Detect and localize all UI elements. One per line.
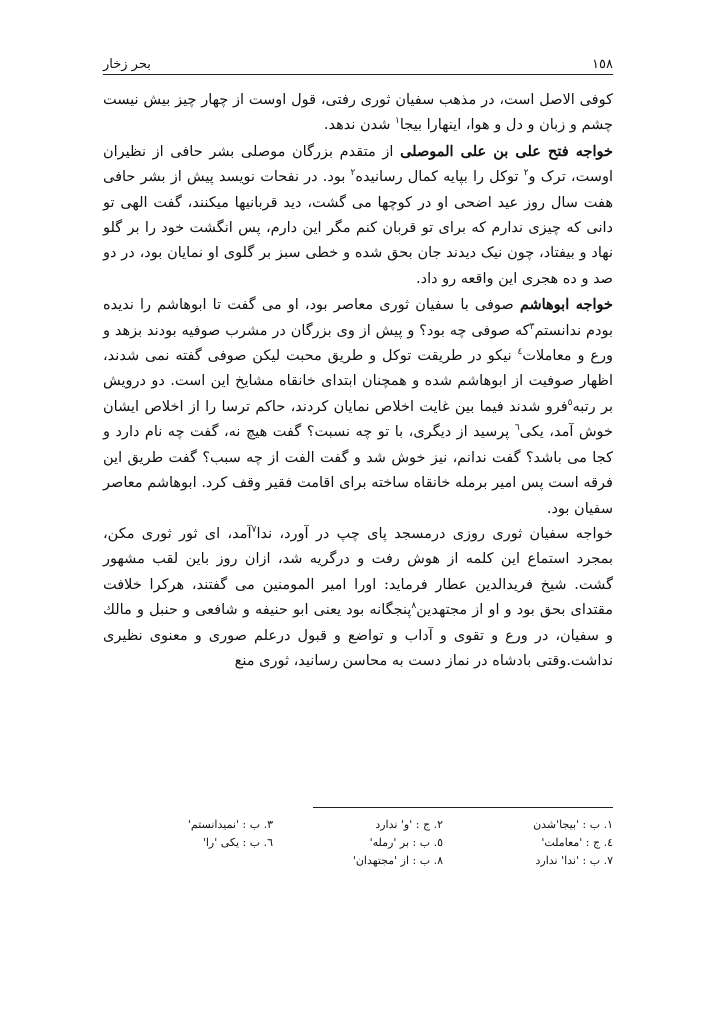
- text-run: توکل را بپایه کمال رسانیده: [355, 169, 524, 186]
- footnote-ref: ٤: [517, 347, 523, 358]
- text-run: پنجگانه بود یعنی ابو حنیفه و شافعی و حنبل و مالك و سفیان، در ورع و تقوی و آداب و تواضع و قبول درعلم صوری و معنوی نظیری نداشت.وقتی بادشاه در نماز دست به محاسن رسانید، ثوری منع: [103, 602, 613, 669]
- footnote-8: ٨. ب : از 'مجتهدان': [352, 854, 443, 867]
- running-title: بحر زخار: [103, 57, 151, 72]
- footnote-ref: ٢: [523, 168, 529, 179]
- text-run: نیست چشم و زبان و دل و هوا، اینهارا بیجا: [103, 92, 613, 134]
- text-run: از متقدم بزرگان موصلی بشر حافی از نظیران اوست، ترک و: [103, 143, 613, 186]
- paragraph-2: [103, 139, 613, 292]
- text-run: صوفی با سفیان ثوری معاصر بود، او می گفت تا ابوهاشم را ندیده بودم ندانستم: [103, 297, 613, 339]
- entry-heading: خواجه فتح علی بن علی الموصلی: [400, 142, 614, 160]
- footnote-row: [103, 852, 613, 870]
- paragraph-1: [103, 88, 613, 139]
- footnote-6: ٦. ب : یکی 'را': [202, 836, 273, 849]
- footnote-ref: ١: [395, 116, 400, 127]
- text-run: کوفی الاصل است، در مذهب سفیان ثوری رفتی، قول اوست از چهار چیز بیش: [143, 92, 614, 108]
- footnote-7: ٧. ب : 'ندا' ندارد: [535, 854, 613, 867]
- paragraph-3: [103, 292, 613, 522]
- footnote-ref: ٣: [529, 321, 535, 332]
- body-text: [103, 88, 613, 674]
- text-run: پرسید از دیگری، با تو چه نسبت؟ گفت هیچ نه، گفت چه نام دارد و کجا می باشد؟ گفت ندانم، نیز خوش شد و گفت الفت از چه سبب؟ گفت طریق این فرقه است پس امیر برمله خانقاه ساخته برای اقامت فقیر وقف کرد. ابوهاشم معاصر سفیان بود.: [103, 424, 613, 517]
- page-number: ١٥٨: [592, 57, 613, 72]
- header-divider: [103, 74, 613, 75]
- footnote-divider: [313, 807, 613, 808]
- footnote-ref: ٢: [350, 168, 356, 179]
- footnote-row: [103, 834, 613, 852]
- text-run: خواجه سفیان ثوری روزی درمسجد پای چپ در آورد، ندا: [256, 525, 613, 542]
- text-run: فرو شدند فیما بین غایت اخلاص نمایان کردند، حاکم ترسا را از اخلاص ایشان خوش آمد، یکی: [103, 398, 613, 441]
- footnote-3: ٣. ب : 'نمیدانستم': [187, 818, 273, 831]
- text-run: نیکو در طریقت توکل و طریق محبت لیکن صوفی گفته نمی شدند، اظهار صوفیت از ابوهاشم شده و همچنان ابتدای خانقاه مشایخ این است. دو درویش بر رتبه: [103, 348, 613, 415]
- footnote-5: ٥. ب : بر 'رمله': [369, 836, 443, 849]
- footnote-1: ١. ب : 'بیجا'شدن: [533, 818, 613, 831]
- text-run: آمد، ای ثور ثوری مکن، بمجرد استماع این کلمه از هوش رفت و درگریه شد، ازان روز باین لقب مشهور گشت. شیخ فریدالدین عطار فرماید: اورا امیر المومنین می گفتند، هرکرا خلافت مقتدای بحق بود و او از مجتهدین: [103, 525, 614, 619]
- footnote-ref: ٧: [251, 525, 257, 536]
- entry-heading: خواجه ابوهاشم: [519, 296, 613, 314]
- footnote-2: ٢. ج : 'و' ندارد: [375, 818, 443, 831]
- text-run: که صوفی چه بود؟ و پیش از وی بزرگان در مشرب صوفیه بودند بزهد و ورع و معاملات: [103, 322, 613, 365]
- footnote-ref: ٥: [567, 398, 573, 409]
- footnote-row: [103, 816, 613, 834]
- paragraph-4: [103, 522, 613, 674]
- footnote-ref: ٦: [514, 423, 520, 434]
- text-run: بود. در نفحات نویسد پیش از بشر حافی هفت سال روز عید اضحی او در کوچها می گشت، دید قربانیها میکنند، گفت الهی تو دانی که چیزی ندارم که برای تو قربان کنم مگر این دارم، پس انگشت خود را بر گلو نهاد و بیفتاد، چون نیک دیدند جان بحق شده و خطی سبز بر گلوی او نمایان بود، در دو صد و ده هجری این واقعه رو داد.: [103, 169, 613, 287]
- footnotes: [103, 816, 613, 870]
- text-run: شدن ندهد.: [323, 117, 396, 134]
- page-header: [103, 46, 613, 72]
- footnote-ref: ٨: [411, 601, 417, 612]
- footnote-4: ٤. ج : 'معاملت': [541, 836, 613, 849]
